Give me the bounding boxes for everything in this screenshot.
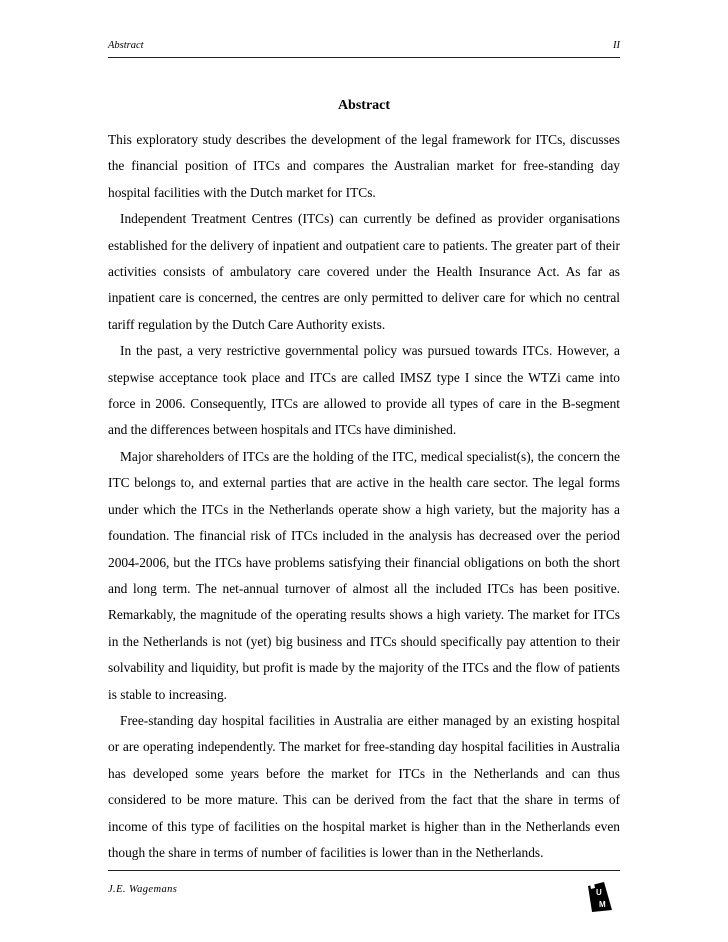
abstract-body xyxy=(108,127,620,866)
paragraph-4: Major shareholders of ITCs are the holding of the ITC, medical specialist(s), the concern the ITC belongs to, and external parties that are active in the health care sector. The legal forms under which the ITCs in the Netherlands operate show a high variety, but the majority has a foundation. The financial risk of ITCs included in the analysis has decreased over the period 2004-2006, but the ITCs have problems satisfying their financial obligations on both the short and long term. The net-annual turnover of almost all the included ITCs has been positive. Remarkably, the magnitude of the operating results shows a high variety. The market for ITCs in the Netherlands is not (yet) big business and ITCs should specifically pay attention to their solvability and liquidity, but profit is made by the majority of the ITCs and the flow of patients is stable to increasing. xyxy=(108,448,620,702)
footer-author: J.E. Wagemans xyxy=(108,884,178,895)
paragraph-3: In the past, a very restrictive governmental policy was pursued towards ITCs. However, a stepwise acceptance took place and ITCs are called IMSZ type I since the WTZi came into force in 2006. Consequently, ITCs are allowed to provide all types of care in the B-segment and the differences between hospitals and ITCs have diminished. xyxy=(108,343,620,438)
paragraph-5: Free-standing day hospital facilities in Australia are either managed by an existing hospital or are operating independently. The market for free-standing day hospital facilities in Australia has developed some years before the market for ITCs in the Netherlands and can thus considered to be more mature. This can be derived from the fact that the share in terms of income of this type of facilities on the hospital market is higher than in the Netherlands even though the share in terms of number of facilities is lower than in the Netherlands. xyxy=(108,712,620,860)
logo-letter-m: M xyxy=(599,900,606,909)
header-section-title: Abstract xyxy=(108,40,144,51)
logo-letter-u: U xyxy=(596,888,602,897)
header-page-number: II xyxy=(613,40,620,51)
page-title: Abstract xyxy=(337,98,391,113)
running-header xyxy=(108,40,620,54)
header-rule xyxy=(108,57,620,58)
footer-rule xyxy=(108,870,620,871)
paragraph-1: This exploratory study describes the development of the legal framework for ITCs, discusses the financial position of ITCs and compares the Australian market for free-standing day hospital facilities with the Dutch market for ITCs. xyxy=(108,132,620,200)
paragraph-2: Independent Treatment Centres (ITCs) can currently be defined as provider organisations established for the delivery of inpatient and outpatient care to patients. The greater part of their activities consists of ambulatory care covered under the Health Insurance Act. As far as inpatient care is concerned, the centres are only permitted to deliver care for which no central tariff regulation by the Dutch Care Authority exists. xyxy=(108,211,620,332)
um-logo-icon xyxy=(586,880,614,914)
